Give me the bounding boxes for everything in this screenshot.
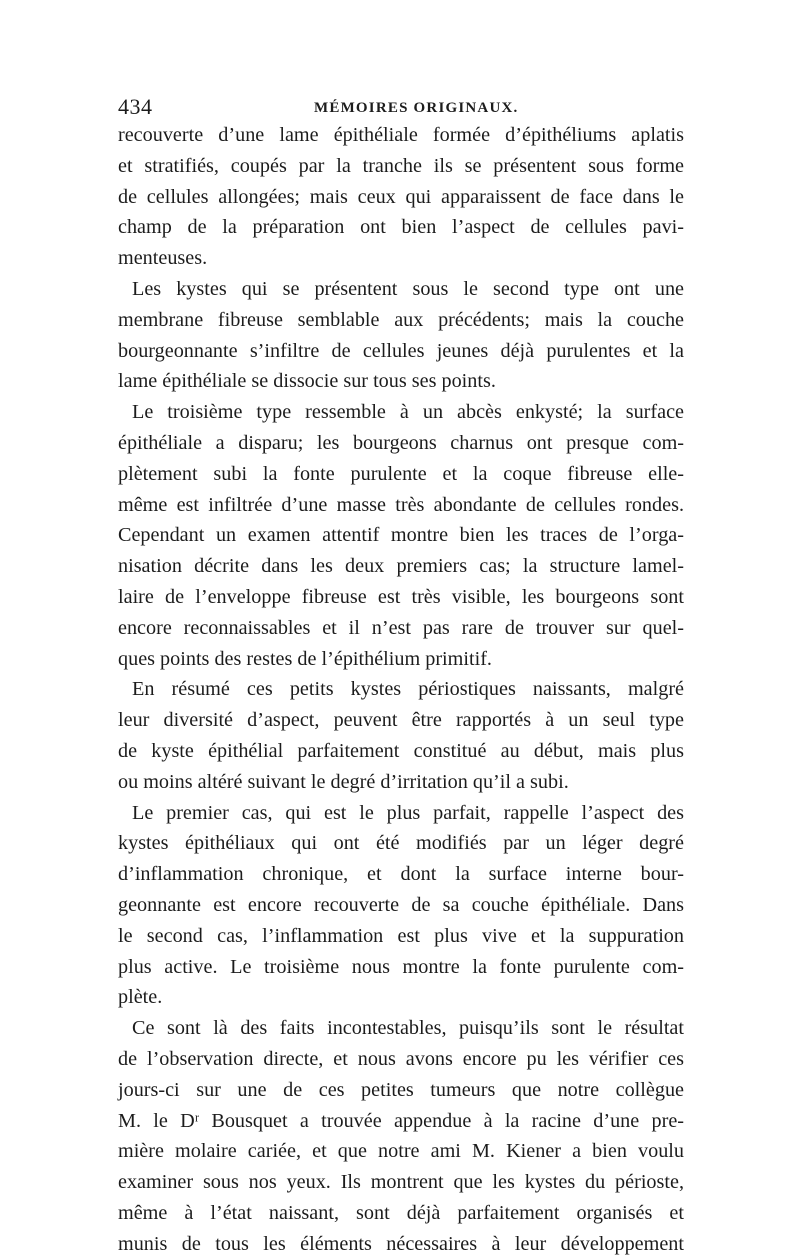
text-line: Cependant un examen attentif montre bien les traces de l’orga- — [118, 524, 684, 547]
text-line: membrane fibreuse semblable aux précédents; mais la couche — [118, 308, 684, 331]
text-line: M. le Dʳ Bousquet a trouvée appendue à la racine d’une pre- — [118, 1109, 684, 1132]
text-line: Ce sont là des faits incontestables, puisqu’ils sont le résultat — [132, 1017, 684, 1040]
text-line: En résumé ces petits kystes périostiques naissants, malgré — [132, 678, 684, 701]
text-line: ques points des restes de l’épithélium primitif. — [118, 647, 492, 670]
text-line: plète. — [118, 986, 163, 1009]
text-line: geonnante est encore recouverte de sa couche épithéliale. Dans — [118, 893, 684, 916]
text-line: le second cas, l’inflammation est plus vive et la suppuration — [118, 924, 684, 947]
text-line: ou moins altéré suivant le degré d’irritation qu’il a subi. — [118, 770, 569, 793]
text-line: leur diversité d’aspect, peuvent être rapportés à un seul type — [118, 709, 684, 732]
text-line: kystes épithéliaux qui ont été modifiés par un léger degré — [118, 832, 684, 855]
text-line: de l’observation directe, et nous avons encore pu les vérifier ces — [118, 1047, 684, 1070]
text-line: laire de l’enveloppe fibreuse est très visible, les bourgeons sont — [118, 585, 684, 608]
text-line: plètement subi la fonte purulente et la coque fibreuse elle- — [118, 462, 684, 485]
text-line: plus active. Le troisième nous montre la fonte purulente com- — [118, 955, 684, 978]
text-line: encore reconnaissables et il n’est pas rare de trouver sur quel- — [118, 616, 684, 639]
text-line: examiner sous nos yeux. Ils montrent que les kystes du périoste, — [118, 1171, 684, 1194]
page-number: 434 — [118, 94, 153, 119]
text-line: recouverte d’une lame épithéliale formée d’épithéliums aplatis — [118, 124, 684, 146]
text-line: de kyste épithélial parfaitement constitué au début, mais plus — [118, 739, 684, 762]
text-line: bourgeonnante s’infiltre de cellules jeunes déjà purulentes et la — [118, 339, 684, 362]
paragraph — [118, 274, 684, 397]
text-line: jours-ci sur une de ces petites tumeurs que notre collègue — [118, 1078, 684, 1101]
paragraph — [118, 1013, 684, 1259]
text-line: mière molaire cariée, et que notre ami M. Kiener a bien voulu — [118, 1140, 684, 1163]
text-line: munis de tous les éléments nécessaires à leur développement — [118, 1232, 684, 1255]
running-title: MÉMOIRES ORIGINAUX. — [314, 100, 519, 116]
text-line: même est infiltrée d’une masse très abondante de cellules rondes. — [118, 493, 684, 516]
body-text — [118, 120, 684, 1259]
text-line: menteuses. — [118, 247, 208, 270]
text-line: Le troisième type ressemble à un abcès enkysté; la surface — [132, 401, 684, 424]
text-line: champ de la préparation ont bien l’aspect de cellules pavi- — [118, 216, 684, 239]
text-line: de cellules allongées; mais ceux qui apparaissent de face dans le — [118, 185, 684, 208]
paragraph — [118, 674, 684, 797]
text-line: lame épithéliale se dissocie sur tous ses points. — [118, 370, 496, 393]
paragraph — [118, 798, 684, 1014]
text-line: d’inflammation chronique, et dont la surface interne bour- — [118, 863, 684, 886]
text-line: nisation décrite dans les deux premiers cas; la structure lamel- — [118, 555, 684, 578]
text-line: et stratifiés, coupés par la tranche ils se présentent sous forme — [118, 154, 684, 177]
paragraph — [118, 397, 684, 674]
paragraph — [118, 120, 684, 274]
text-line: épithéliale a disparu; les bourgeons charnus ont presque com- — [118, 431, 684, 454]
text-line: même à l’état naissant, sont déjà parfaitement organisés et — [118, 1201, 684, 1224]
text-line: Le premier cas, qui est le plus parfait, rappelle l’aspect des — [132, 801, 684, 824]
text-line: Les kystes qui se présentent sous le second type ont une — [132, 277, 684, 300]
